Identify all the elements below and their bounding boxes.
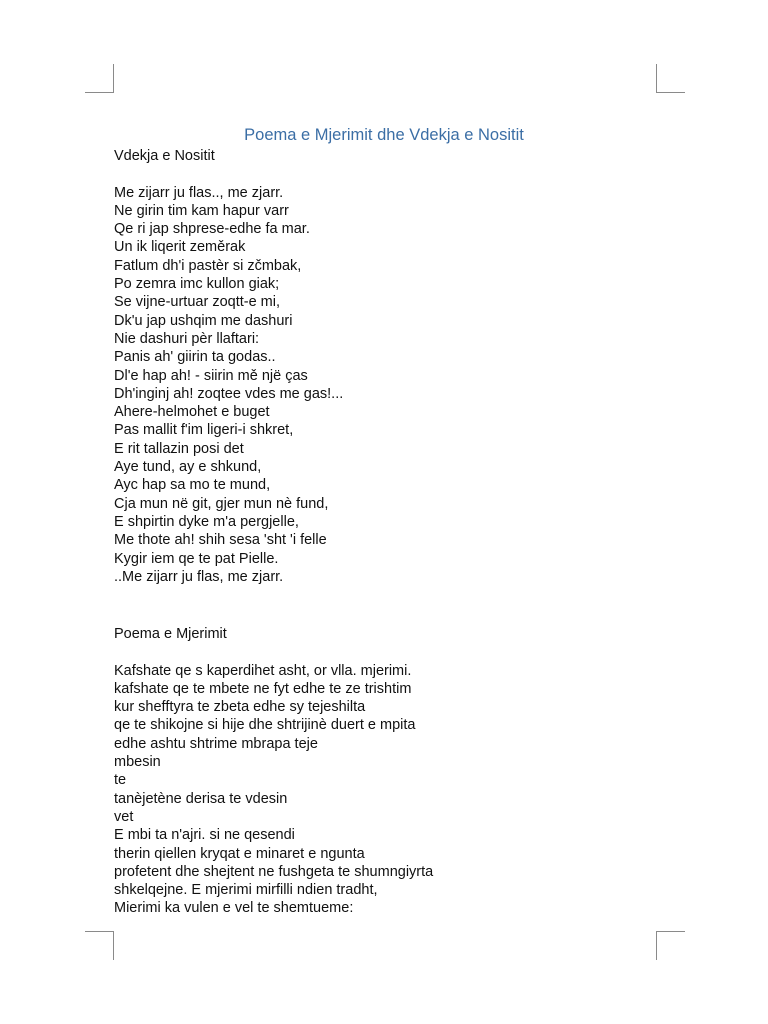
poem-line: E shpirtin dyke m'a pergjelle, xyxy=(114,513,299,530)
poem-line: Po zemra imc kullon giak; xyxy=(114,276,280,293)
document-title: Poema e Mjerimit dhe Vdekja e Nositit xyxy=(244,126,524,144)
poem-line: therin qiellen kryqat e minaret e ngunta xyxy=(114,845,365,862)
poem-line: Mierimi ka vulen e vel te shemtueme: xyxy=(114,900,354,917)
poem-line: te xyxy=(114,772,127,789)
poem-line: Ayc hap sa mo te mund, xyxy=(114,477,271,494)
page-corner-mark-top-right xyxy=(656,64,685,93)
poem-line: Dh'inginj ah! zoqtee vdes me gas!... xyxy=(114,385,344,402)
poem-line: mbesin xyxy=(114,754,161,771)
poem-line: vet xyxy=(114,808,134,825)
poem-line: Ne girin tim kam hapur varr xyxy=(114,202,289,219)
poem-line: Dk'u jap ushqim me dashuri xyxy=(114,312,293,329)
poem-line: Aye tund, ay e shkund, xyxy=(114,459,262,476)
poem-line: shkelqejne. E mjerimi mirfilli ndien tradht, xyxy=(114,882,378,899)
section-heading: Poema e Mjerimit xyxy=(114,626,227,642)
poem-line: Me zijarr ju flas.., me zjarr. xyxy=(114,184,284,201)
poem-line: ..Me zijarr ju flas, me zjarr. xyxy=(114,568,284,585)
poem-line: edhe ashtu shtrime mbrapa teje xyxy=(114,735,318,752)
poem-line: Me thote ah! shih sesa 'sht 'i felle xyxy=(114,532,327,549)
poem-line: Kygir iem qe te pat Pielle. xyxy=(114,550,279,567)
poem-line: Dl'e hap ah! - siirin mě një ças xyxy=(114,367,308,384)
poem-line: kur shefftyra te zbeta edhe sy tejeshilta xyxy=(114,699,366,716)
poem-line: Cja mun në git, gjer mun nè fund, xyxy=(114,495,329,512)
section-heading: Vdekja e Nositit xyxy=(114,148,215,164)
poem-line: Pas mallit f'im ligeri-i shkret, xyxy=(114,422,294,439)
page-corner-mark-bottom-left xyxy=(85,931,114,960)
poem-line: Kafshate qe s kaperdihet asht, or vlla. mjerimi. xyxy=(114,662,412,679)
poem-line: Un ik liqerit zeměrak xyxy=(114,239,246,256)
poem-line: qe te shikojne si hije dhe shtrijinè duert e mpita xyxy=(114,717,416,734)
poem-lines xyxy=(114,184,674,587)
poem-section-mjerimit xyxy=(114,625,674,918)
poem-line: kafshate qe te mbete ne fyt edhe te ze trishtim xyxy=(114,680,412,697)
poem-lines xyxy=(114,662,674,918)
poem-line: Qe ri jap shprese-edhe fa mar. xyxy=(114,221,310,238)
poem-line: Ahere-helmohet e buget xyxy=(114,404,270,421)
poem-section-vdekja xyxy=(114,147,674,586)
poem-line: Fatlum dh'i pastèr si zčmbak, xyxy=(114,257,302,274)
page-corner-mark-top-left xyxy=(85,64,114,93)
poem-line: tanèjetène derisa te vdesin xyxy=(114,790,288,807)
poem-line: Nie dashuri pèr llaftari: xyxy=(114,330,260,347)
poem-line: E rit tallazin posi det xyxy=(114,440,244,457)
poem-line: E mbi ta n'ajri. si ne qesendi xyxy=(114,827,295,844)
poem-line: Panis ah' giirin ta godas.. xyxy=(114,349,276,366)
poem-line: Se vijne-urtuar zoqtt-e mi, xyxy=(114,294,281,311)
poem-line: profetent dhe shejtent ne fushgeta te shumngiyrta xyxy=(114,863,434,880)
page-corner-mark-bottom-right xyxy=(656,931,685,960)
